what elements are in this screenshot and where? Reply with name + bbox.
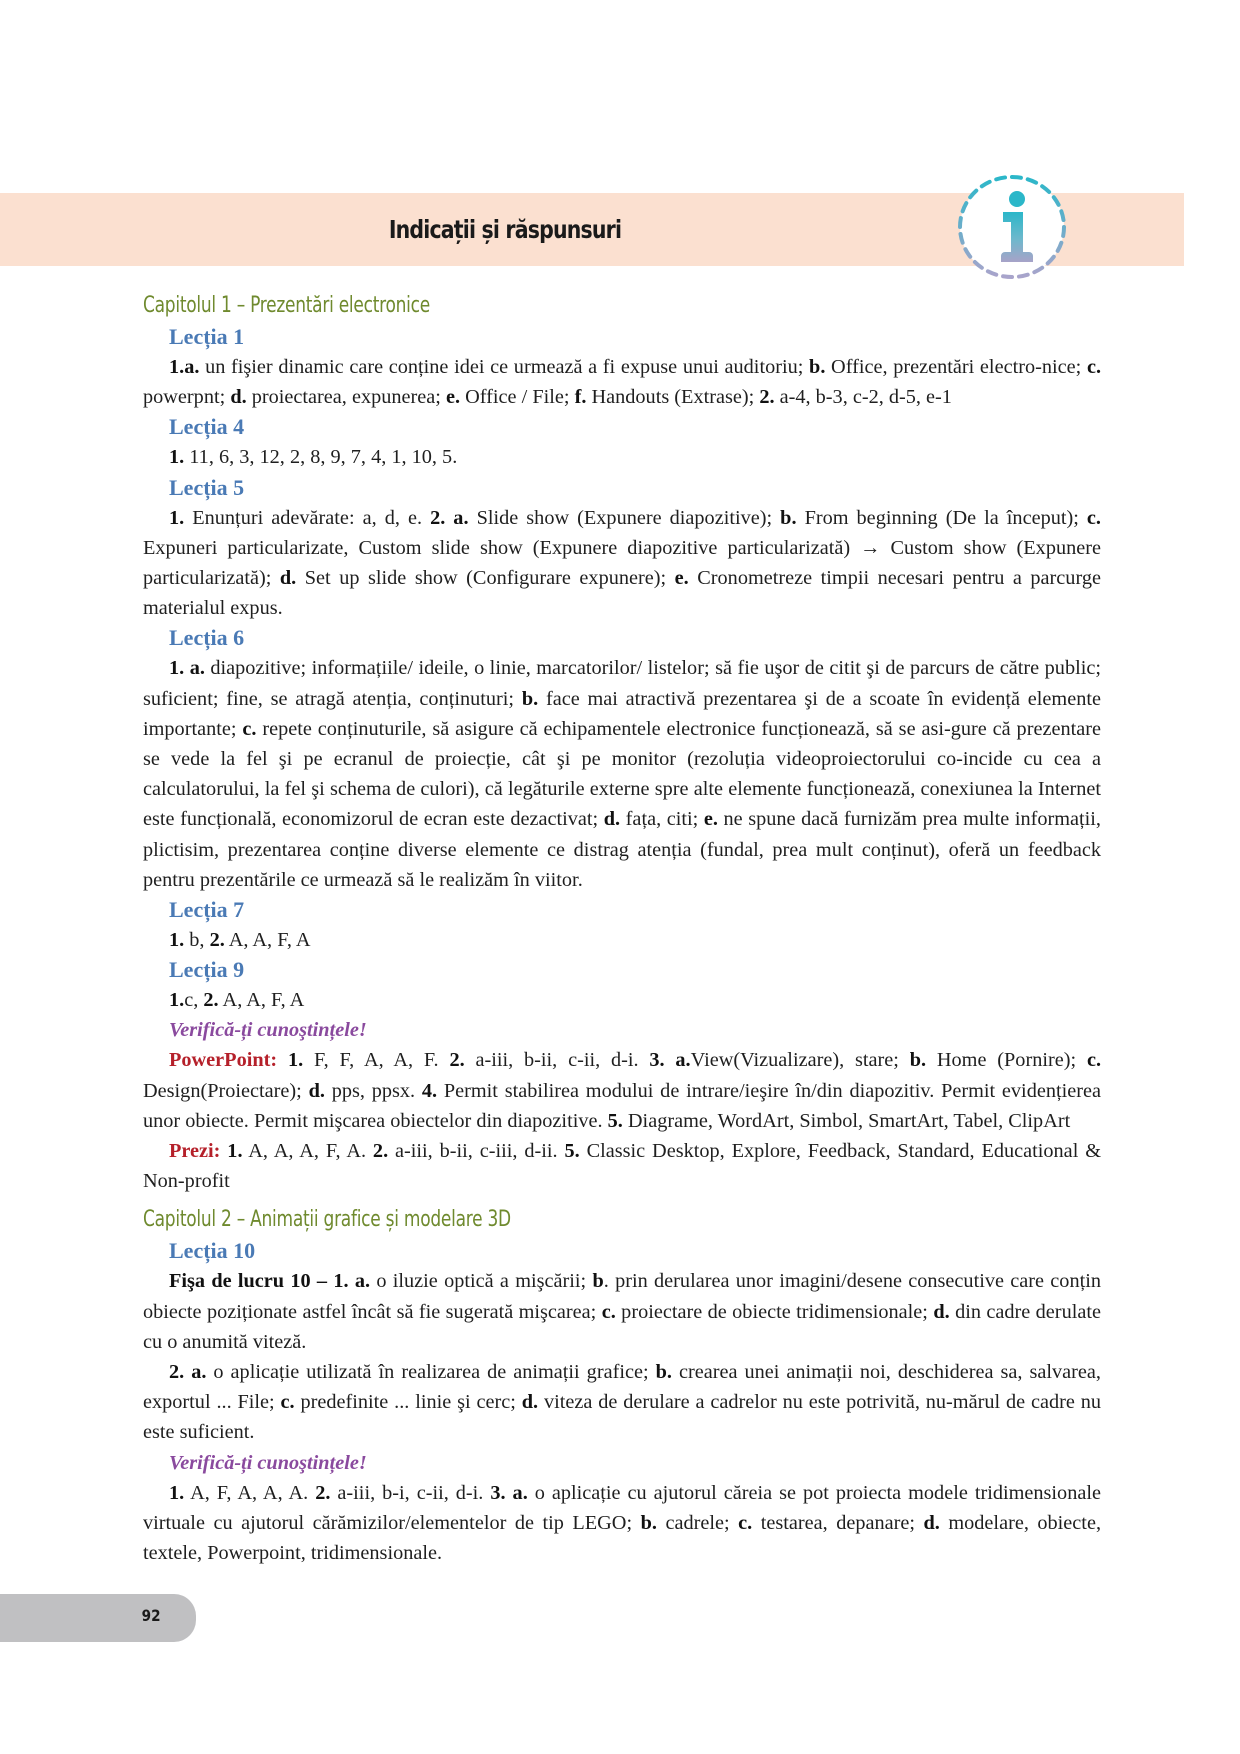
answer-key: b. xyxy=(655,1361,672,1384)
answer-text: repete conținuturile, să asigure că echipamentele electronice funcționează, să se asi-gure că prezentare se vede la fel şi pe ecranul de proiecție, cât şi pe monitor (rezoluția videoproiectorului co-incide cu cea a calculatorului, la fel şi schema de culori), că legăturile externe spre alte elemente funcționează, conexiunea la Internet este funcțională, economizorul de ecran este dezactivat; xyxy=(143,717,1101,831)
answer-text: un fişier dinamic care conține idei ce urmează a fi expuse unui auditoriu; xyxy=(199,356,810,378)
answer-key: b. xyxy=(780,506,797,529)
answer-text: o aplicație cu ajutorul căreia se pot proiecta modele tridimensionale virtuale cu ajutorul cărămizilor/elementelor de tip LEGO; xyxy=(143,1481,1101,1534)
answer-key: b. xyxy=(809,356,826,378)
answer-text: a-iii, b-ii, c-iii, d-ii. xyxy=(388,1140,565,1163)
page-number: 92 xyxy=(141,1606,161,1625)
lesson-answers xyxy=(143,1266,1101,1357)
answer-text: Slide show (Expunere diapozitive); xyxy=(468,506,781,529)
lesson-answers xyxy=(143,503,1101,624)
answer-text: Office, prezentări electro-nice; xyxy=(825,356,1087,378)
lesson-answers xyxy=(143,925,1101,955)
answer-key: c. xyxy=(738,1511,753,1534)
answer-text: viteza de derulare a cadrelor nu este potrivită, nu-mărul de cadre nu este suficient. xyxy=(143,1391,1101,1444)
answer-key: c. xyxy=(242,717,257,740)
answer-key: c. xyxy=(601,1300,616,1323)
answer-key: 2. xyxy=(315,1481,331,1504)
answer-text: A, A, F, A xyxy=(224,929,311,952)
answer-text: face mai atractivă prezentarea şi de a scoate în evidență elemente importante; xyxy=(143,687,1101,740)
lesson-heading: Lecția 9 xyxy=(169,957,245,983)
answer-key: 1. xyxy=(169,506,185,529)
verifica-answers xyxy=(143,1045,1101,1136)
answer-text: powerpnt; xyxy=(143,386,231,409)
answer-text: crearea unei animații noi, deschiderea sa, salvarea, exportul ... File; xyxy=(143,1361,1101,1414)
answer-key: 2. xyxy=(759,386,775,409)
answer-text: Office / File; xyxy=(460,386,575,409)
answer-key: 1.a. xyxy=(169,356,200,378)
answer-key: e. xyxy=(703,808,718,831)
answer-key: c. xyxy=(1086,1049,1102,1072)
answer-text: a-iii, b-ii, c-ii, d-i. xyxy=(464,1049,650,1072)
answer-key: 1. xyxy=(169,989,185,1012)
answer-key: b. xyxy=(521,687,539,710)
lesson-heading: Lecția 7 xyxy=(169,897,245,923)
answer-text: din cadre derulate cu o anumită viteză. xyxy=(143,1300,1101,1353)
lesson-answers xyxy=(143,1357,1101,1448)
answer-key: d. xyxy=(933,1300,950,1323)
answer-key: d. xyxy=(279,567,297,590)
answer-text: Set up slide show (Configurare expunere); xyxy=(296,567,675,590)
answer-key: d. xyxy=(923,1511,940,1534)
chapter-heading: Capitolul 2 – Animații grafice și modelare 3D xyxy=(143,1207,511,1233)
answer-key: 2. xyxy=(372,1140,389,1163)
answer-key: b xyxy=(592,1270,604,1293)
answer-text: Diagrame, WordArt, Simbol, SmartArt, Tabel, ClipArt xyxy=(622,1109,1071,1132)
app-label: Prezi: xyxy=(169,1140,221,1163)
answer-key: 4. xyxy=(421,1079,438,1102)
info-dot xyxy=(1009,191,1025,207)
answer-text: cadrele; xyxy=(656,1511,739,1534)
answer-text: Expuneri particularizate, Custom slide show (Expunere diapozitive particularizată) → Custom show (Expunere particularizată); xyxy=(143,536,1101,590)
answer-key: d. xyxy=(521,1391,539,1414)
answer-text: Handouts (Extrase); xyxy=(586,386,760,409)
answer-text: Home (Pornire); xyxy=(926,1049,1087,1072)
answer-text: . prin derularea unor imagini/desene consecutive care conțin obiecte poziționate astfel încât să fie sugerată mişcarea; xyxy=(143,1270,1101,1323)
answer-key: 5. xyxy=(607,1109,623,1132)
answer-key: 3. a. xyxy=(649,1049,691,1072)
lesson-answers xyxy=(143,653,1101,895)
page-number-tab xyxy=(0,1594,196,1642)
answer-key: 1. xyxy=(169,929,185,952)
answer-key: 2. a. xyxy=(430,506,469,529)
lesson-heading: Lecția 5 xyxy=(169,474,245,500)
answer-text: diapozitive; informațiile/ ideile, o linie, marcatorilor/ listelor; să fie uşor de citit şi de parcurs de către public; suficient; fine, se atragă atenția, conținuturi; xyxy=(143,657,1101,710)
lesson-heading: Lecția 6 xyxy=(169,625,245,651)
answer-text: ne spune dacă furnizăm prea multe informații, plictisim, prezentarea conține diverse elemente ce distrag atenția (fundal, prea mult conținut), oferă un feedback pentru prezentările ce urmează să le realizăm în viitor. xyxy=(143,808,1102,891)
answer-key: b. xyxy=(640,1511,657,1534)
lesson-answers xyxy=(143,985,1101,1015)
answer-key: 2. xyxy=(449,1049,465,1072)
answer-key: 1. xyxy=(169,446,185,469)
answer-text: Permit stabilirea modului de intrare/ieşire în/din diapozitiv. Permit evidențierea unor obiecte. Permit mişcarea obiectelor din diapozitive. xyxy=(143,1079,1102,1132)
answer-key: e. xyxy=(674,567,689,590)
answer-text: testarea, depanare; xyxy=(752,1511,924,1534)
answer-key: Fişa de lucru 10 – 1. a. xyxy=(169,1270,371,1293)
answer-key: c. xyxy=(1086,356,1102,378)
answer-text: A, A, F, A xyxy=(218,989,305,1012)
answers-content xyxy=(143,290,1101,1568)
answer-key: e. xyxy=(445,386,461,409)
answer-key: c. xyxy=(280,1391,295,1414)
verifica-heading: Verifică-ți cunoştințele! xyxy=(169,1451,367,1474)
answer-key: f. xyxy=(574,386,587,409)
lesson-heading: Lecția 4 xyxy=(169,414,245,440)
page-title: Indicații și răspunsuri xyxy=(388,215,622,244)
answer-text: From beginning (De la început); xyxy=(796,506,1087,529)
answer-text: o iluzie optică a mişcării; xyxy=(370,1270,593,1293)
answer-text: 11, 6, 3, 12, 2, 8, 9, 7, 4, 1, 10, 5. xyxy=(184,446,458,469)
answer-text: pps, ppsx. xyxy=(324,1079,422,1102)
verifica-answers xyxy=(143,1478,1101,1569)
answer-key: b. xyxy=(909,1049,927,1072)
answer-key: 3. a. xyxy=(490,1481,528,1504)
answer-key: 1. xyxy=(220,1140,243,1163)
answer-text: Cronometreze timpii necesari pentru a parcurge materialul expus. xyxy=(143,567,1101,620)
answer-text: modelare, obiecte, textele, Powerpoint, tridimensionale. xyxy=(143,1511,1102,1565)
answer-text: Classic Desktop, Explore, Feedback, Standard, Educational & Non-profit xyxy=(143,1140,1101,1193)
verifica-heading: Verifică-ți cunoştințele! xyxy=(169,1019,367,1042)
answer-key: 2. xyxy=(203,989,219,1012)
answer-key: d. xyxy=(603,808,621,831)
answer-key: 2. a. xyxy=(169,1361,207,1384)
answer-text: A, F, A, A, A. xyxy=(184,1481,316,1504)
answer-text: Design(Proiectare); xyxy=(143,1079,309,1102)
answer-text: a-iii, b-i, c-ii, d-i. xyxy=(330,1481,491,1504)
answer-key: d. xyxy=(230,386,247,409)
answer-key: c. xyxy=(1086,506,1101,529)
verifica-answers xyxy=(143,1136,1101,1196)
answer-key: 2. xyxy=(209,929,225,952)
answer-text: Enunțuri adevărate: a, d, e. xyxy=(184,506,431,529)
answer-text: fața, citi; xyxy=(620,808,704,831)
lesson-heading: Lecția 1 xyxy=(169,324,245,349)
app-label: PowerPoint: xyxy=(169,1049,278,1072)
answer-key: 1. a. xyxy=(169,657,205,680)
answer-text: predefinite ... linie şi cerc; xyxy=(294,1391,522,1414)
answer-text: A, A, A, F, A. xyxy=(242,1140,373,1163)
answer-text: View(Vizualizare), stare; xyxy=(690,1049,910,1072)
answer-text: proiectare de obiecte tridimensionale; xyxy=(615,1300,934,1323)
answer-key: 1. xyxy=(169,1481,185,1504)
answer-text: a-4, b-3, c-2, d-5, e-1 xyxy=(774,386,952,409)
answer-text: b, xyxy=(184,929,210,952)
chapter-heading: Capitolul 1 – Prezentări electronice xyxy=(143,293,430,318)
answer-key: 1. xyxy=(277,1049,304,1072)
answer-key: 5. xyxy=(564,1140,580,1163)
lesson-answers xyxy=(143,442,1101,472)
answer-text: c, xyxy=(184,989,204,1012)
answer-text: F, F, A, A, F. xyxy=(303,1049,450,1072)
answer-text: proiectarea, expunerea; xyxy=(246,386,446,409)
info-icon xyxy=(953,172,1071,282)
answer-key: d. xyxy=(308,1079,325,1102)
lesson-heading: Lecția 10 xyxy=(169,1238,256,1264)
answer-text: o aplicație utilizată în realizarea de animații grafice; xyxy=(206,1361,656,1384)
lesson-answers xyxy=(143,352,1101,412)
